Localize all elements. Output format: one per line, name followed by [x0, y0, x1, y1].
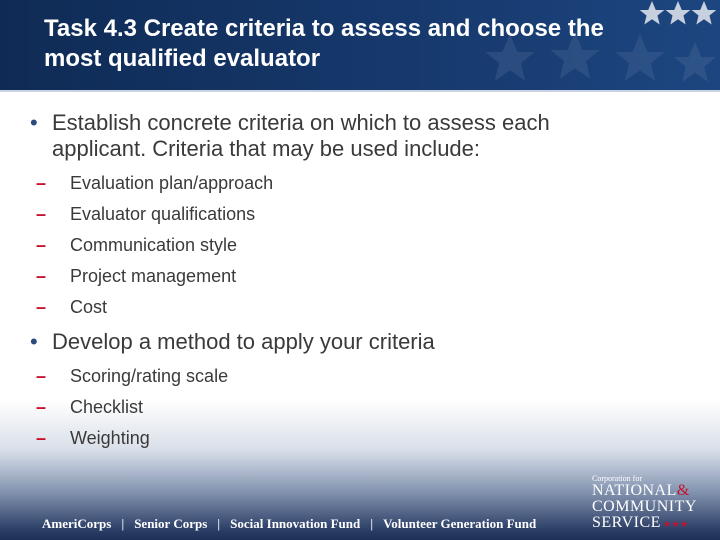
header-divider: [0, 90, 720, 92]
list-item: [30, 199, 690, 230]
list-item-text: Evaluation plan/approach: [70, 173, 274, 193]
footer-program-sif: Social Innovation Fund: [230, 516, 361, 531]
bullet-method: [30, 329, 690, 355]
footer-program-senior-corps: Senior Corps: [134, 516, 208, 531]
list-item: [30, 423, 690, 454]
list-item: [30, 292, 690, 323]
slide-title: [44, 14, 694, 74]
bullet-text-line1: Develop a method to apply your criteria: [52, 329, 435, 354]
list-item-text: Scoring/rating scale: [70, 366, 229, 386]
dash-icon: –: [36, 366, 47, 386]
list-item-text: Communication style: [70, 235, 238, 255]
bullet-text-line2: applicant. Criteria that may be used include:: [52, 136, 481, 161]
bullet-icon: •: [30, 110, 38, 135]
footer-program-vgf: Volunteer Generation Fund: [383, 516, 537, 531]
list-item: [30, 261, 690, 292]
logo-line1: Corporation for: [592, 474, 642, 483]
method-sublist: [30, 361, 690, 454]
criteria-sublist: [30, 168, 690, 323]
list-item: [30, 230, 690, 261]
list-item-text: Evaluator qualifications: [70, 204, 256, 224]
list-item: [30, 392, 690, 423]
list-item-text: Weighting: [70, 428, 150, 448]
footer-programs: [0, 508, 580, 540]
logo-line4-wrap: [592, 515, 704, 532]
slide-title-line1: Task 4.3 Create criteria to assess and choose the: [44, 15, 604, 42]
footer-separator: |: [370, 516, 374, 531]
bullet-icon: •: [30, 329, 38, 354]
logo-line3: COMMUNITY: [592, 498, 697, 515]
dash-icon: –: [36, 173, 47, 193]
bullet-text-line1: Establish concrete criteria on which to assess each: [52, 110, 550, 135]
footer-program-americorps: AmeriCorps: [42, 516, 112, 531]
list-item-text: Cost: [70, 297, 108, 317]
logo-line2-wrap: [592, 483, 704, 499]
cncs-logo: [592, 474, 704, 536]
dash-icon: –: [36, 428, 47, 448]
logo-stars-icon: ★★★: [662, 519, 689, 529]
footer-separator: |: [121, 516, 125, 531]
logo-ampersand: &: [676, 482, 690, 499]
slide-content: [30, 110, 690, 454]
logo-line2: NATIONAL: [592, 482, 677, 499]
header-banner: [0, 0, 720, 90]
bullet-criteria: [30, 110, 690, 162]
dash-icon: –: [36, 204, 47, 224]
logo-line4: SERVICE: [592, 514, 661, 531]
list-item-text: Project management: [70, 266, 237, 286]
dash-icon: –: [36, 266, 47, 286]
list-item: [30, 361, 690, 392]
footer-separator: |: [217, 516, 221, 531]
list-item-text: Checklist: [70, 397, 144, 417]
list-item: [30, 168, 690, 199]
dash-icon: –: [36, 297, 47, 317]
dash-icon: –: [36, 235, 47, 255]
dash-icon: –: [36, 397, 47, 417]
slide-title-line2: most qualified evaluator: [44, 45, 321, 72]
